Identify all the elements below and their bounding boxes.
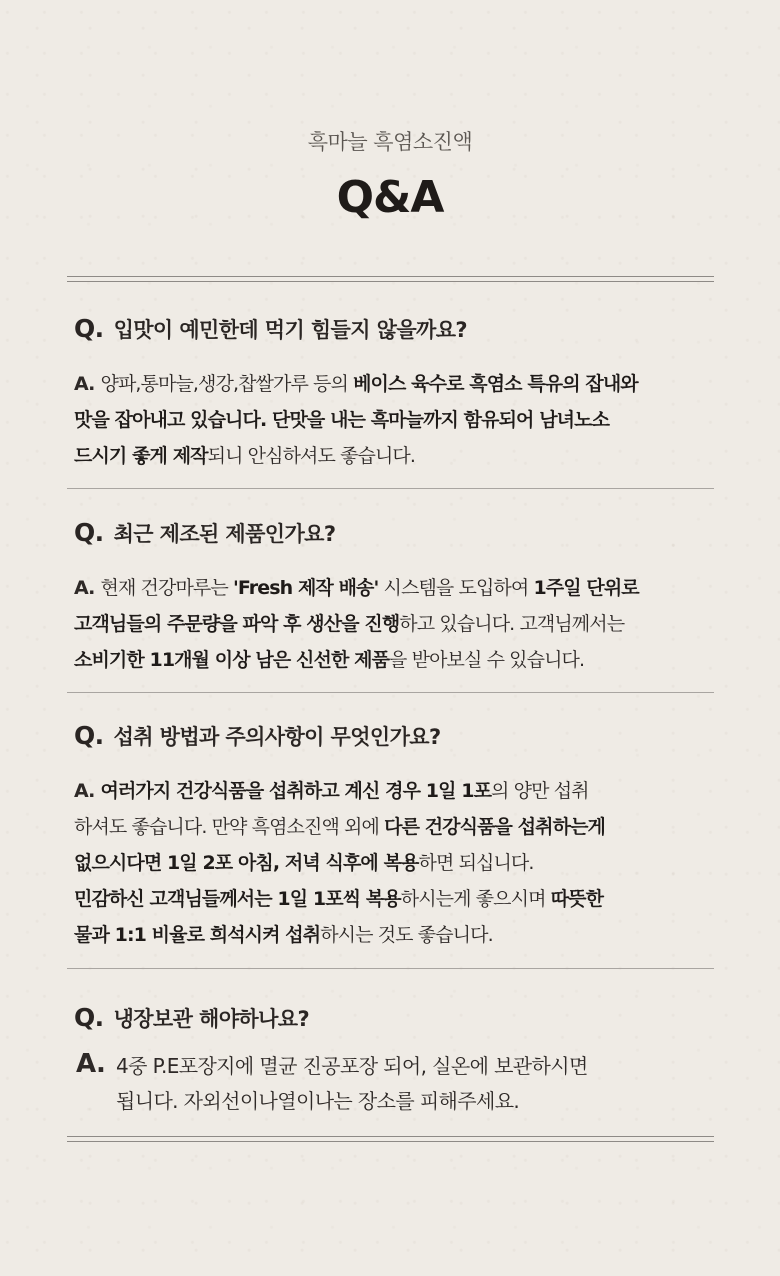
answer (74, 570, 724, 678)
a-mark: A. (74, 780, 95, 802)
answer-text-bold: 고객님들의 주문량을 파악 후 생산을 진행 (74, 613, 400, 635)
question-text: 최근 제조된 제품인가요? (113, 522, 336, 546)
answer-text: 현재 건강마루는 (100, 577, 233, 599)
answer-text-bold: 다른 건강식품을 섭취하는게 (384, 816, 605, 838)
answer-line (74, 366, 724, 402)
q-mark: Q. (74, 314, 104, 343)
qa-item-3 (74, 721, 724, 953)
answer-text-bold: 여러가지 건강식품을 섭취하고 계신 경우 1일 1포 (100, 780, 492, 802)
question (74, 314, 724, 344)
answer-text: 하고 있습니다. 고객님께서는 (399, 613, 625, 635)
answer (74, 366, 724, 474)
question (74, 1003, 724, 1033)
answer-text: 하면 되십니다. (418, 852, 534, 874)
question-text: 입맛이 예민한데 먹기 힘들지 않을까요? (113, 318, 467, 342)
answer-text-bold: 민감하신 고객님들께서는 1일 1포씩 복용 (74, 888, 401, 910)
question (74, 518, 724, 548)
answer-text-bold: 따뜻한 (550, 888, 604, 910)
answer-text-bold: 베이스 육수로 흑염소 특유의 잡내와 (353, 373, 638, 395)
divider (67, 692, 714, 693)
page-subtitle: 흑마늘 흑염소진액 (307, 130, 473, 154)
q-mark: Q. (74, 1003, 104, 1032)
answer-text-bold: 없으시다면 1일 2포 아침, 저녁 식후에 복용 (74, 852, 419, 874)
top-double-rule (67, 276, 714, 282)
qa-item-4 (74, 1003, 724, 1119)
question (74, 721, 724, 751)
answer-text-bold: 소비기한 11개월 이상 남은 신선한 제품 (74, 649, 390, 671)
answer-text: 하셔도 좋습니다. 만약 흑염소진액 외에 (74, 816, 385, 838)
answer-text: 을 받아보실 수 있습니다. (389, 649, 585, 671)
answer-text: 4중 P.E포장지에 멸균 진공포장 되어, 실온에 보관하시면 (116, 1054, 588, 1078)
divider (67, 488, 714, 489)
answer-text-bold: 'Fresh 제작 배송' (232, 577, 379, 599)
answer-line (74, 642, 724, 678)
a-mark: A. (76, 1049, 106, 1079)
answer-text: 됩니다. 자외선이나열이나는 장소를 피해주세요. (116, 1089, 520, 1113)
answer-text: 의 양만 섭취 (491, 780, 589, 802)
answer-line (74, 438, 724, 474)
a-mark: A. (74, 577, 95, 599)
answer-line (74, 606, 724, 642)
answer-text: 하시는게 좋으시며 (400, 888, 551, 910)
q-mark: Q. (74, 721, 104, 750)
answer (74, 773, 724, 953)
qa-item-1 (74, 314, 724, 474)
answer-line (76, 1049, 724, 1084)
q-mark: Q. (74, 518, 104, 547)
answer-line (74, 402, 724, 438)
question-text: 섭취 방법과 주의사항이 무엇인가요? (113, 725, 441, 749)
answer-line (74, 881, 724, 917)
question-text: 냉장보관 해야하나요? (113, 1007, 310, 1031)
answer (74, 1049, 724, 1119)
answer-text-bold: 1주일 단위로 (533, 577, 639, 599)
answer-text-bold: 맛을 잡아내고 있습니다. 단맛을 내는 흑마늘까지 함유되어 남녀노소 (74, 409, 610, 431)
page-title: Q&A (336, 172, 444, 223)
answer-text: 양파,통마늘,생강,찹쌀가루 등의 (100, 373, 354, 395)
answer-text: 하시는 것도 좋습니다. (320, 924, 493, 946)
a-mark: A. (74, 373, 95, 395)
qa-item-2 (74, 518, 724, 678)
answer-text-bold: 드시기 좋게 제작 (74, 445, 208, 467)
answer-line (74, 809, 724, 845)
answer-line (74, 845, 724, 881)
answer-text: 되니 안심하셔도 좋습니다. (207, 445, 416, 467)
answer-text-bold: 물과 1:1 비율로 희석시켜 섭취 (74, 924, 321, 946)
answer-line (74, 917, 724, 953)
answer-line (116, 1084, 724, 1119)
answer-text: 시스템을 도입하여 (378, 577, 534, 599)
answer-line (74, 773, 724, 809)
bottom-double-rule (67, 1136, 714, 1142)
divider (67, 968, 714, 969)
answer-line (74, 570, 724, 606)
